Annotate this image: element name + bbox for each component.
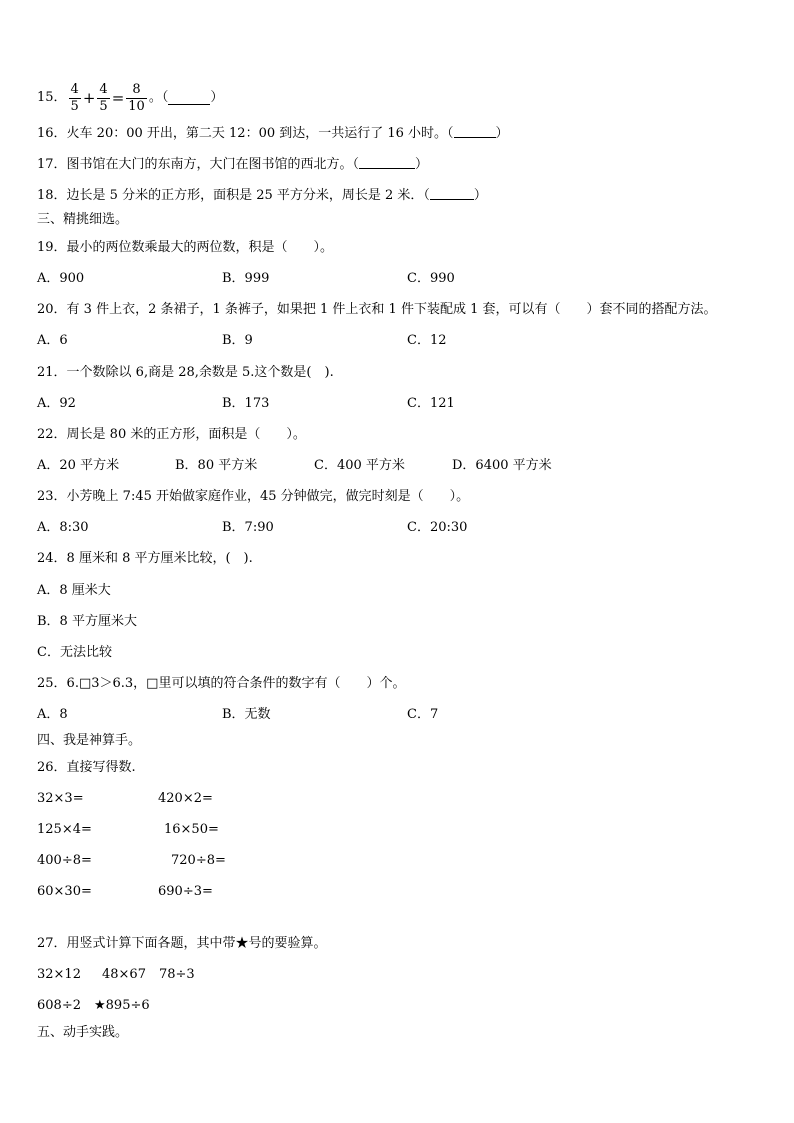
option-a[interactable]: A．8:30 bbox=[37, 520, 89, 535]
calc-item: 48×67 bbox=[102, 967, 146, 982]
fraction-four-fifths bbox=[69, 82, 81, 115]
calc-item: 16×50= bbox=[164, 822, 219, 837]
option-a[interactable]: A．8 厘米大 bbox=[37, 583, 111, 598]
section-heading-5: 五、动手实践。 bbox=[37, 1025, 129, 1040]
question-25: 25．6.□3＞6.3，□里可以填的符合条件的数字有（ ）个。 bbox=[37, 676, 406, 691]
option-c[interactable]: C．12 bbox=[407, 333, 447, 348]
option-a[interactable]: A．8 bbox=[37, 707, 68, 722]
question-text: 16．火车 20：00 开出，第二天 12：00 到达，一共运行了 16 小时。（ bbox=[37, 126, 454, 141]
denominator: 5 bbox=[70, 98, 79, 114]
equals-sign: = bbox=[111, 89, 125, 107]
section-heading-4: 四、我是神算手。 bbox=[37, 733, 142, 748]
calc-item: 32×12 bbox=[37, 967, 81, 982]
close-paren: ） bbox=[473, 188, 487, 203]
calc-item: 78÷3 bbox=[159, 967, 195, 982]
question-suffix: 。（ bbox=[148, 90, 169, 105]
close-paren: ） bbox=[415, 157, 429, 172]
calc-item: 60×30= bbox=[37, 884, 92, 899]
numerator: 4 bbox=[70, 81, 79, 97]
option-c[interactable]: C．20:30 bbox=[407, 520, 468, 535]
question-23: 23．小芳晚上 7:45 开始做家庭作业，45 分钟做完，做完时刻是（ ）。 bbox=[37, 489, 470, 504]
option-a[interactable]: A．900 bbox=[37, 271, 85, 286]
option-b[interactable]: B．无数 bbox=[222, 707, 271, 722]
question-text: 17．图书馆在大门的东南方，大门在图书馆的西北方。（ bbox=[37, 157, 360, 172]
section-heading-3: 三、精挑细选。 bbox=[37, 212, 129, 227]
plus-sign: + bbox=[82, 89, 96, 107]
question-18 bbox=[37, 187, 487, 204]
denominator: 5 bbox=[99, 98, 108, 114]
calc-item: 400÷8= bbox=[37, 853, 92, 868]
close-paren: ） bbox=[495, 126, 509, 141]
option-a[interactable]: A．6 bbox=[37, 333, 68, 348]
question-22: 22．周长是 80 米的正方形，面积是（ ）。 bbox=[37, 427, 306, 442]
question-27: 27．用竖式计算下面各题，其中带★号的要验算。 bbox=[37, 936, 327, 951]
calc-item: 690÷3= bbox=[158, 884, 213, 899]
calc-item: 720÷8= bbox=[171, 853, 226, 868]
answer-blank[interactable] bbox=[168, 92, 210, 105]
calc-item: 608÷2 bbox=[37, 998, 81, 1013]
question-text: 18．边长是 5 分米的正方形，面积是 25 平方分米，周长是 2 米．（ bbox=[37, 188, 430, 203]
answer-blank[interactable] bbox=[454, 125, 496, 138]
calc-item: 125×4= bbox=[37, 822, 92, 837]
fraction-four-fifths-second bbox=[97, 82, 109, 115]
question-20: 20．有 3 件上衣，2 条裙子，1 条裤子，如果把 1 件上衣和 1 件下装配成 1 套，可以有（ ）套不同的搭配方法。 bbox=[37, 302, 717, 317]
numerator: 8 bbox=[132, 81, 141, 97]
answer-blank[interactable] bbox=[430, 187, 474, 200]
question-19: 19．最小的两位数乘最大的两位数，积是（ ）。 bbox=[37, 240, 334, 255]
question-26: 26．直接写得数. bbox=[37, 760, 136, 775]
option-b[interactable]: B．80 平方米 bbox=[175, 458, 258, 473]
option-b[interactable]: B．9 bbox=[222, 333, 253, 348]
question-21: 21．一个数除以 6,商是 28,余数是 5.这个数是( ). bbox=[37, 365, 334, 380]
option-a[interactable]: A．92 bbox=[37, 396, 76, 411]
option-b[interactable]: B．8 平方厘米大 bbox=[37, 614, 137, 629]
calc-item: 32×3= bbox=[37, 791, 84, 806]
question-16 bbox=[37, 125, 509, 142]
numerator: 4 bbox=[99, 81, 108, 97]
option-c[interactable]: C．121 bbox=[407, 396, 455, 411]
option-b[interactable]: B．173 bbox=[222, 396, 270, 411]
calc-item: 420×2= bbox=[158, 791, 213, 806]
option-d[interactable]: D．6400 平方米 bbox=[452, 458, 552, 473]
option-a[interactable]: A．20 平方米 bbox=[37, 458, 120, 473]
calc-item: ★895÷6 bbox=[94, 998, 150, 1013]
option-b[interactable]: B．999 bbox=[222, 271, 270, 286]
answer-blank[interactable] bbox=[359, 156, 415, 169]
question-number: 15． bbox=[37, 90, 67, 105]
question-15 bbox=[37, 76, 223, 120]
option-c[interactable]: C．无法比较 bbox=[37, 645, 112, 660]
option-c[interactable]: C．7 bbox=[407, 707, 439, 722]
fraction-eight-tenths bbox=[126, 82, 147, 115]
option-c[interactable]: C．400 平方米 bbox=[314, 458, 405, 473]
denominator: 10 bbox=[128, 98, 145, 114]
question-17 bbox=[37, 156, 428, 173]
question-24: 24．8 厘米和 8 平方厘米比较，( ). bbox=[37, 551, 253, 566]
close-paren: ） bbox=[210, 90, 224, 105]
option-c[interactable]: C．990 bbox=[407, 271, 455, 286]
option-b[interactable]: B．7:90 bbox=[222, 520, 274, 535]
